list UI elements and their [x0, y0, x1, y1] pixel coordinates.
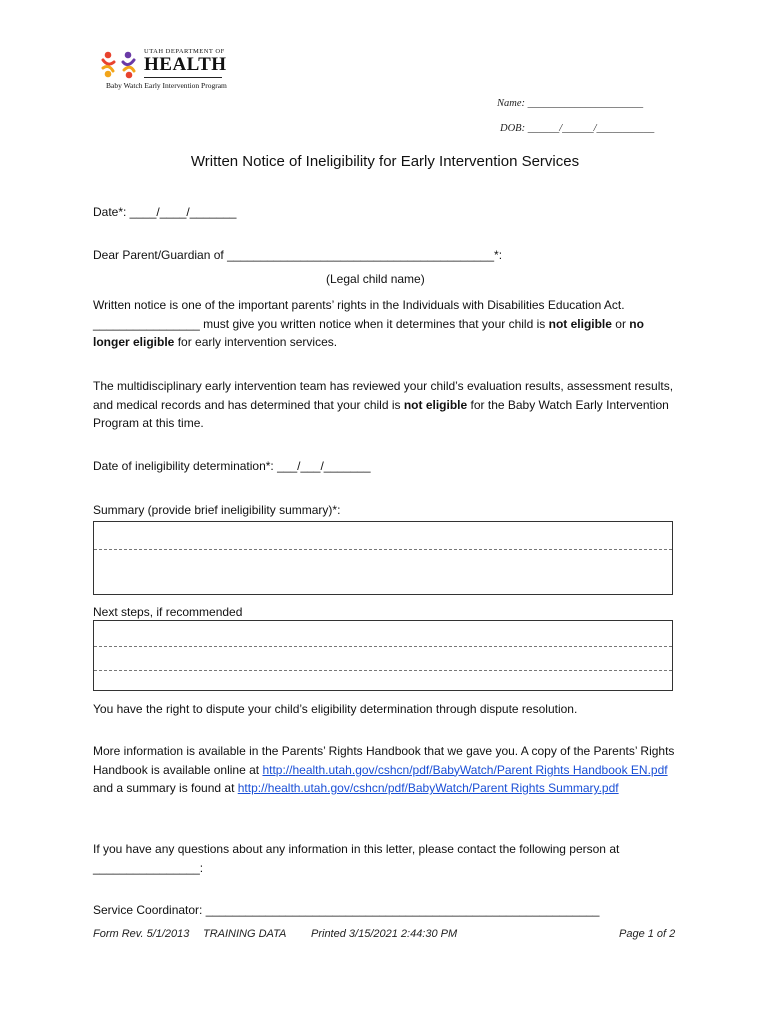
next-steps-dashed-line-1	[94, 646, 672, 647]
service-coordinator-field[interactable]: Service Coordinator: ___________________________________________________________	[93, 903, 600, 917]
handbook-text-1: More information is available in the Parents’ Rights Handbook that we gave you. A copy of the Parents’ Rights Handbook is available online at	[93, 744, 675, 777]
legal-name-caption: (Legal child name)	[326, 272, 425, 286]
handbook-link[interactable]: http://health.utah.gov/cshcn/pdf/BabyWatch/Parent Rights Handbook EN.pdf	[262, 762, 668, 777]
summary-textbox[interactable]	[93, 521, 673, 595]
logo-divider	[144, 77, 222, 78]
people-circle-icon	[100, 50, 138, 84]
footer-training-data: TRAINING DATA	[203, 928, 287, 940]
health-logo	[100, 48, 230, 94]
questions-paragraph: If you have any questions about any information in this letter, please contact the following person at ________________:	[93, 842, 620, 875]
dob-field[interactable]: DOB: ______/______/___________	[500, 123, 655, 134]
summary-link[interactable]: http://health.utah.gov/cshcn/pdf/BabyWatch/Parent Rights Summary.pdf	[237, 781, 619, 795]
ineligibility-date-field[interactable]: Date of ineligibility determination*: ___/___/_______	[93, 459, 371, 473]
footer-printed-date: Printed 3/15/2021 2:44:30 PM	[311, 928, 458, 940]
date-field[interactable]: Date*: ____/____/_______	[93, 205, 237, 219]
summary-label: Summary (provide brief ineligibility summary)*:	[93, 503, 341, 517]
logo-org-top: UTAH DEPARTMENT OF	[144, 48, 225, 55]
next-steps-label: Next steps, if recommended	[93, 605, 243, 619]
handbook-paragraph	[93, 742, 683, 798]
notice-text-1: Written notice is one of the important parents’ rights in the Individuals with Disabilities Education Act. ________________ must give you written notice when it determines that your child is	[93, 298, 625, 331]
logo-program-name: Baby Watch Early Intervention Program	[106, 81, 227, 90]
notice-paragraph	[93, 296, 683, 352]
dear-parent-line[interactable]: Dear Parent/Guardian of ________________________________________*:	[93, 248, 503, 262]
logo-org-main: HEALTH	[144, 54, 227, 75]
review-text-1: The multidisciplinary early intervention team has reviewed your child’s evaluation results, assessment results, and medical records and has determined that your child is	[93, 379, 674, 412]
footer-page-number: Page 1 of 2	[619, 928, 676, 940]
review-text-2: for the Baby Watch Early Intervention Program at this time.	[93, 397, 669, 430]
team-review-paragraph	[93, 377, 683, 433]
dispute-text: You have the right to dispute your child’s eligibility determination through dispute resolution.	[93, 702, 578, 716]
name-field[interactable]: Name: ______________________	[497, 98, 644, 109]
no-longer-eligible-bold: no longer eligible	[93, 316, 644, 349]
review-not-eligible-bold: not eligible	[403, 397, 468, 412]
next-steps-dashed-line-2	[94, 670, 672, 671]
footer-form-rev: Form Rev. 5/1/2013	[93, 928, 190, 940]
page-title: Written Notice of Ineligibility for Early Intervention Services	[190, 153, 580, 170]
notice-text-3: for early intervention services.	[174, 335, 338, 349]
summary-dashed-line	[94, 549, 672, 550]
next-steps-textbox[interactable]	[93, 620, 673, 691]
not-eligible-bold: not eligible	[548, 316, 612, 331]
handbook-text-2: and a summary is found at	[93, 781, 238, 795]
notice-text-2: or	[611, 316, 630, 331]
